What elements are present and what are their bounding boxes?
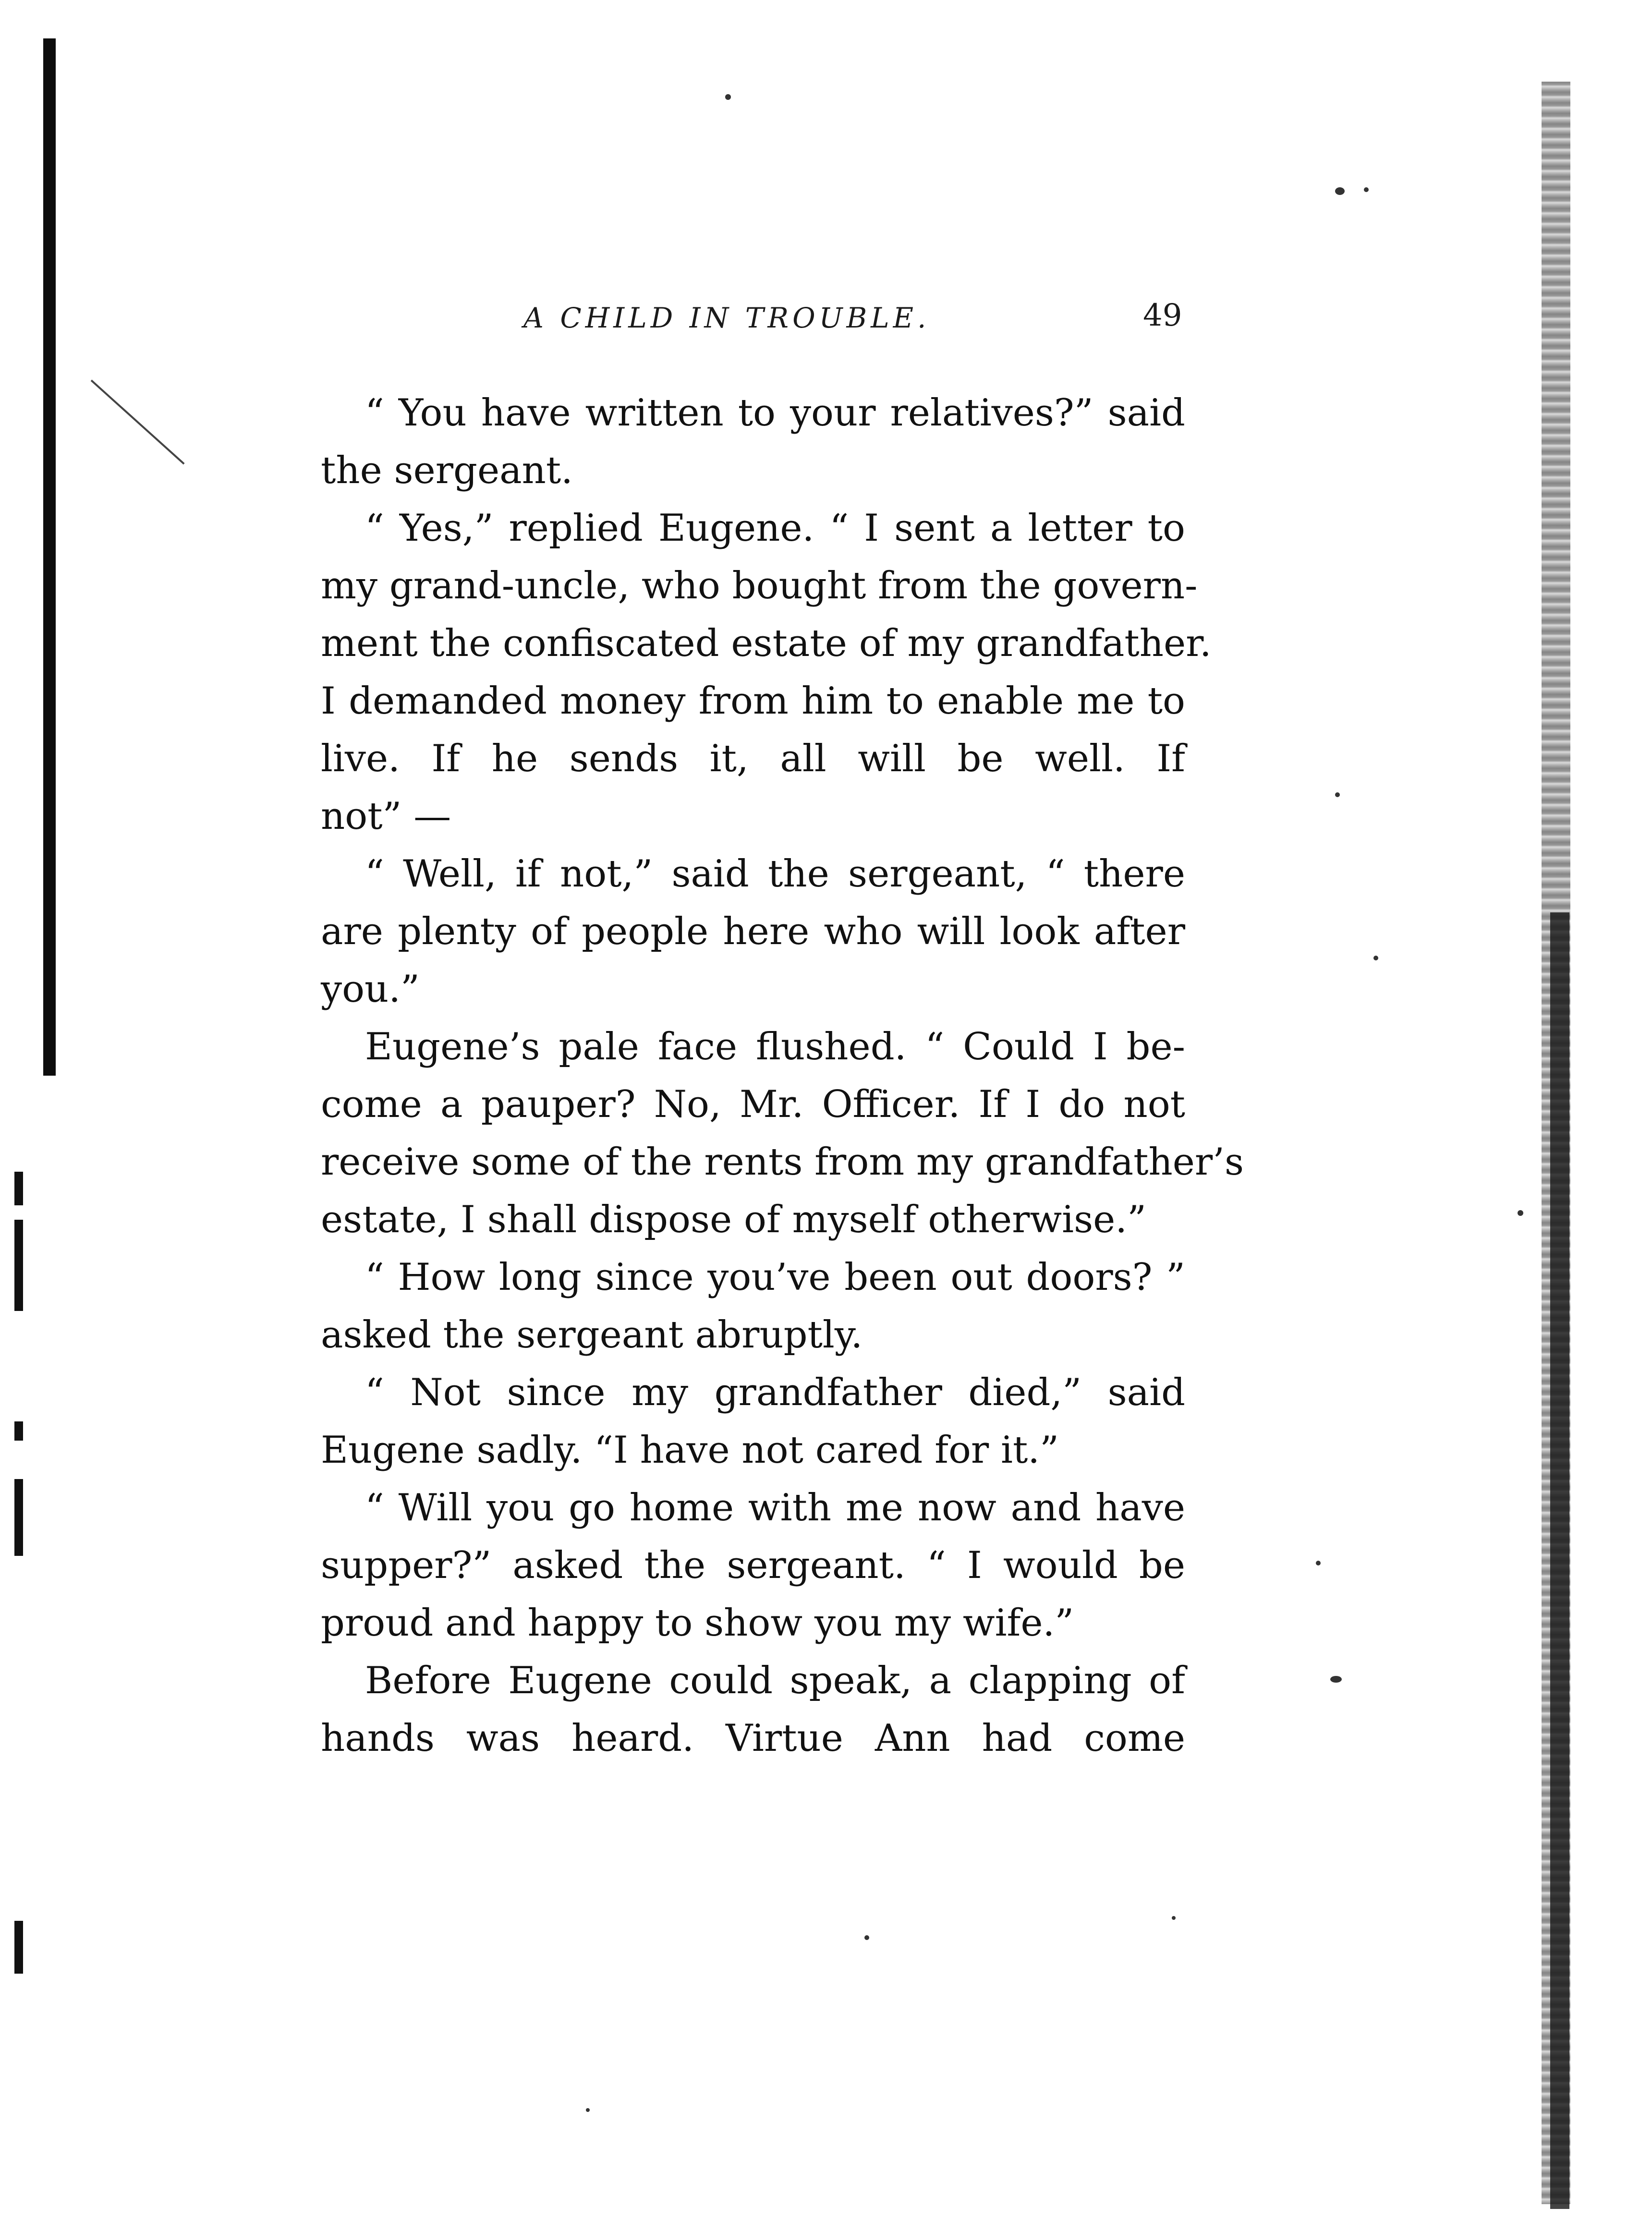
scan-edge-shadow [1550,912,1569,2209]
scan-speck [864,1935,869,1940]
scan-speck [725,94,731,100]
scan-speck [1335,187,1345,195]
scan-mark [14,1921,23,1974]
page-number: 49 [1143,298,1182,333]
text-line: “ How long since you’ve been out doors? ” [365,1256,1185,1299]
text-line: asked the sergeant abruptly. [321,1313,863,1357]
text-line: estate, I shall dispose of myself otherwise.” [321,1198,1146,1241]
text-line: “ Will you go home with me now and have [365,1486,1185,1529]
scan-mark [14,1172,23,1205]
body-text [321,384,1244,1767]
text-line: are plenty of people here who will look after [321,910,1185,953]
text-line: supper?” asked the sergeant. “ I would be [321,1544,1185,1587]
text-line: my grand-uncle, who bought from the govern- [321,564,1198,607]
scan-binding-shadow [43,38,56,1076]
text-line: you.” [321,968,420,1011]
scan-speck [1335,792,1340,797]
text-line: live. If he sends it, all will be well. If [321,737,1185,780]
scan-speck [1373,956,1378,960]
text-line: I demanded money from him to enable me to [321,679,1185,723]
paragraph [321,1249,1185,1364]
text-line: ment the confiscated estate of my grandfather. [321,622,1212,665]
text-line: proud and happy to show you my wife.” [321,1601,1074,1645]
text-line: “ You have written to your relatives?” said [365,391,1185,435]
text-line: receive some of the rents from my grandfather’s [321,1140,1244,1184]
text-line: come a pauper? No, Mr. Officer. If I do not [321,1083,1185,1126]
scan-mark [14,1220,23,1311]
scan-speck [586,2108,590,2112]
text-line: not” — [321,795,451,838]
text-line: Eugene’s pale face flushed. “ Could I be- [365,1025,1185,1068]
text-line: “ Well, if not,” said the sergeant, “ there [365,852,1185,896]
scan-mark [14,1479,23,1556]
text-line: hands was heard. Virtue Ann had come [321,1717,1185,1760]
paragraph [321,1364,1185,1479]
scan-speck [1172,1916,1176,1920]
paragraph [321,1479,1185,1652]
paragraph [321,1652,1185,1767]
text-line: “ Not since my grandfather died,” said [365,1371,1185,1414]
scan-mark [14,1421,23,1441]
scan-speck [1364,187,1369,192]
paragraph [321,384,1185,499]
text-line: “ Yes,” replied Eugene. “ I sent a letter to [365,507,1185,550]
paragraph [321,845,1185,1018]
running-head: A CHILD IN TROUBLE. [523,302,930,334]
scan-speck [1330,1676,1342,1683]
text-line: Before Eugene could speak, a clapping of [365,1659,1185,1702]
text-line: Eugene sadly. “I have not cared for it.” [321,1429,1059,1472]
text-line: the sergeant. [321,449,573,492]
scan-stroke [91,380,185,465]
paragraph [321,1018,1244,1249]
paragraph [321,499,1212,845]
scan-speck [1518,1210,1523,1216]
scan-speck [1316,1561,1321,1565]
